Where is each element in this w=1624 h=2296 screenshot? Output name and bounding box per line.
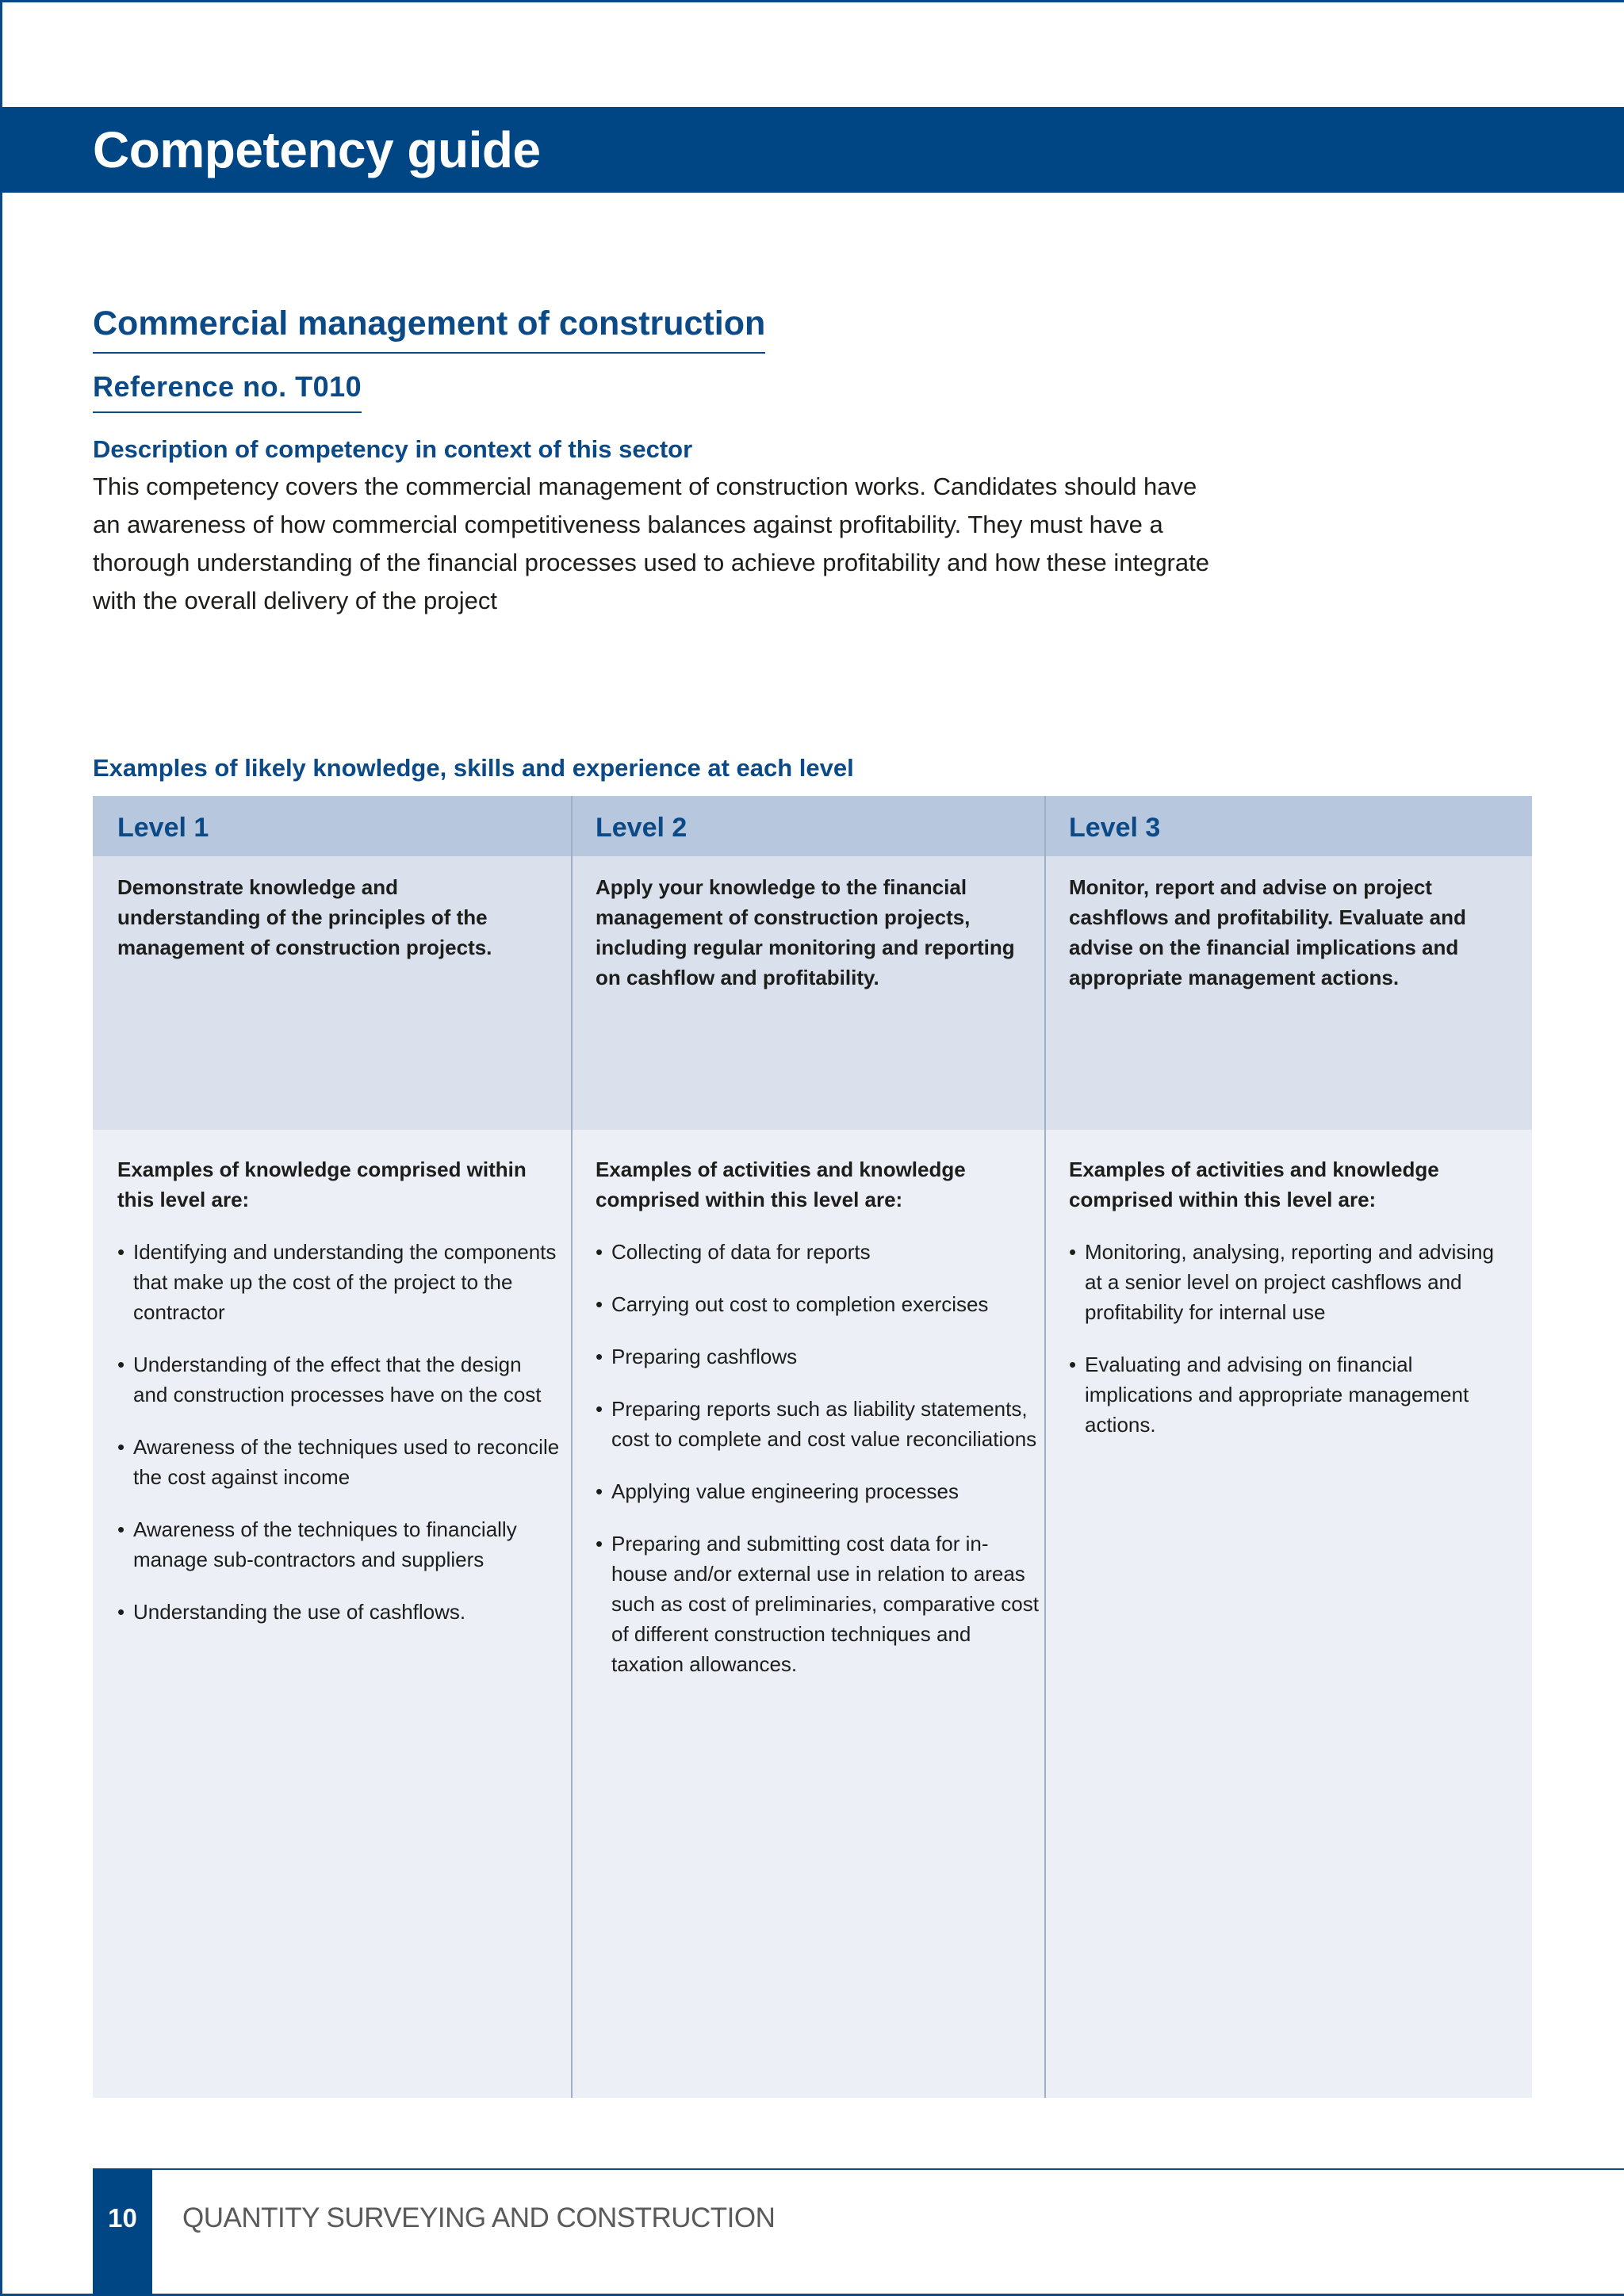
level-column-2 [571,796,1044,2098]
bullet-icon: • [596,1479,603,1503]
list-item [1069,1237,1513,1327]
list-item-text: Applying value engineering processes [611,1479,959,1503]
list-item [117,1349,561,1410]
description-body: This competency covers the commercial management of construction works. Candidates should have an awareness of how commercial competitiveness balances against profitability. They must have a thorough understanding of the financial processes used to achieve profitability and how these integrate with the overall delivery of the project [93,473,1209,614]
list-item-text: Collecting of data for reports [611,1240,871,1264]
list-item [117,1597,561,1627]
level-summary: Apply your knowledge to the financial management of construction projects, including regular monitoring and reporting on cashflow and profitability. [596,875,1015,989]
level-title: Level 3 [1069,813,1161,843]
list-item-text: Preparing and submitting cost data for in-house and/or external use in relation to areas such as cost of preliminaries, comparative cost of different construction techniques and taxation allowances. [611,1532,1039,1676]
list-item-text: Evaluating and advising on financial implications and appropriate management actions. [1085,1353,1469,1437]
list-item-text: Understanding the use of cashflows. [133,1600,466,1624]
list-item-text: Identifying and understanding the components that make up the cost of the project to the contractor [133,1240,557,1324]
list-item-text: Preparing cashflows [611,1345,798,1368]
description-heading: Description of competency in context of this sector [93,435,693,463]
examples-label: Examples of knowledge comprised within this level are: [117,1158,527,1211]
list-item [117,1514,561,1575]
page-title: Competency guide [93,121,541,178]
list-item-text: Preparing reports such as liability statements, cost to complete and cost value reconciliations [611,1397,1037,1451]
levels-table [93,796,1532,2098]
list-item [117,1432,561,1492]
level-column-1 [93,796,571,2098]
bullet-icon: • [596,1397,603,1421]
list-item [596,1476,1040,1506]
footer-rule [152,2168,1624,2170]
section-title: Commercial management of construction [93,300,765,354]
bullet-icon: • [1069,1240,1077,1264]
list-item-text: Monitoring, analysing, reporting and advising at a senior level on project cashflows and profitability for internal use [1085,1240,1494,1324]
level-title: Level 1 [117,813,209,843]
list-item-text: Awareness of the techniques used to reconcile the cost against income [133,1435,560,1489]
list-item [596,1341,1040,1372]
level-summary: Demonstrate knowledge and understanding of the principles of the management of construction projects. [117,875,492,959]
level-summary: Monitor, report and advise on project cashflows and profitability. Evaluate and advise on the financial implications and appropriate management actions. [1069,875,1466,989]
bullet-icon: • [596,1532,603,1556]
list-item [596,1529,1040,1679]
list-item-text: Awareness of the techniques to financially manage sub-contractors and suppliers [133,1517,517,1571]
examples-label: Examples of activities and knowledge comprised within this level are: [1069,1158,1439,1211]
reference-number: Reference no. T010 [93,367,362,413]
list-item [1069,1349,1513,1440]
page-number: 10 [108,2203,137,2233]
list-item-text: Understanding of the effect that the design and construction processes have on the cost [133,1353,542,1406]
bullet-icon: • [596,1345,603,1368]
examples-heading: Examples of likely knowledge, skills and experience at each level [93,754,854,782]
bullet-icon: • [117,1240,125,1264]
examples-label: Examples of activities and knowledge comprised within this level are: [596,1158,966,1211]
bullet-icon: • [596,1240,603,1264]
list-item [596,1289,1040,1319]
examples-list [596,1237,1040,1701]
list-item [117,1237,561,1327]
bullet-icon: • [596,1292,603,1316]
bullet-icon: • [117,1517,125,1541]
level-title: Level 2 [596,813,688,843]
footer-title: QUANTITY SURVEYING AND CONSTRUCTION [182,2202,776,2233]
level-column-3 [1044,796,1532,2098]
bullet-icon: • [117,1435,125,1459]
list-item [596,1237,1040,1267]
bullet-icon: • [1069,1353,1077,1376]
bullet-icon: • [117,1353,125,1376]
examples-list [1069,1237,1513,1462]
list-item [596,1394,1040,1454]
list-item-text: Carrying out cost to completion exercises [611,1292,989,1316]
bullet-icon: • [117,1600,125,1624]
examples-list [117,1237,561,1649]
